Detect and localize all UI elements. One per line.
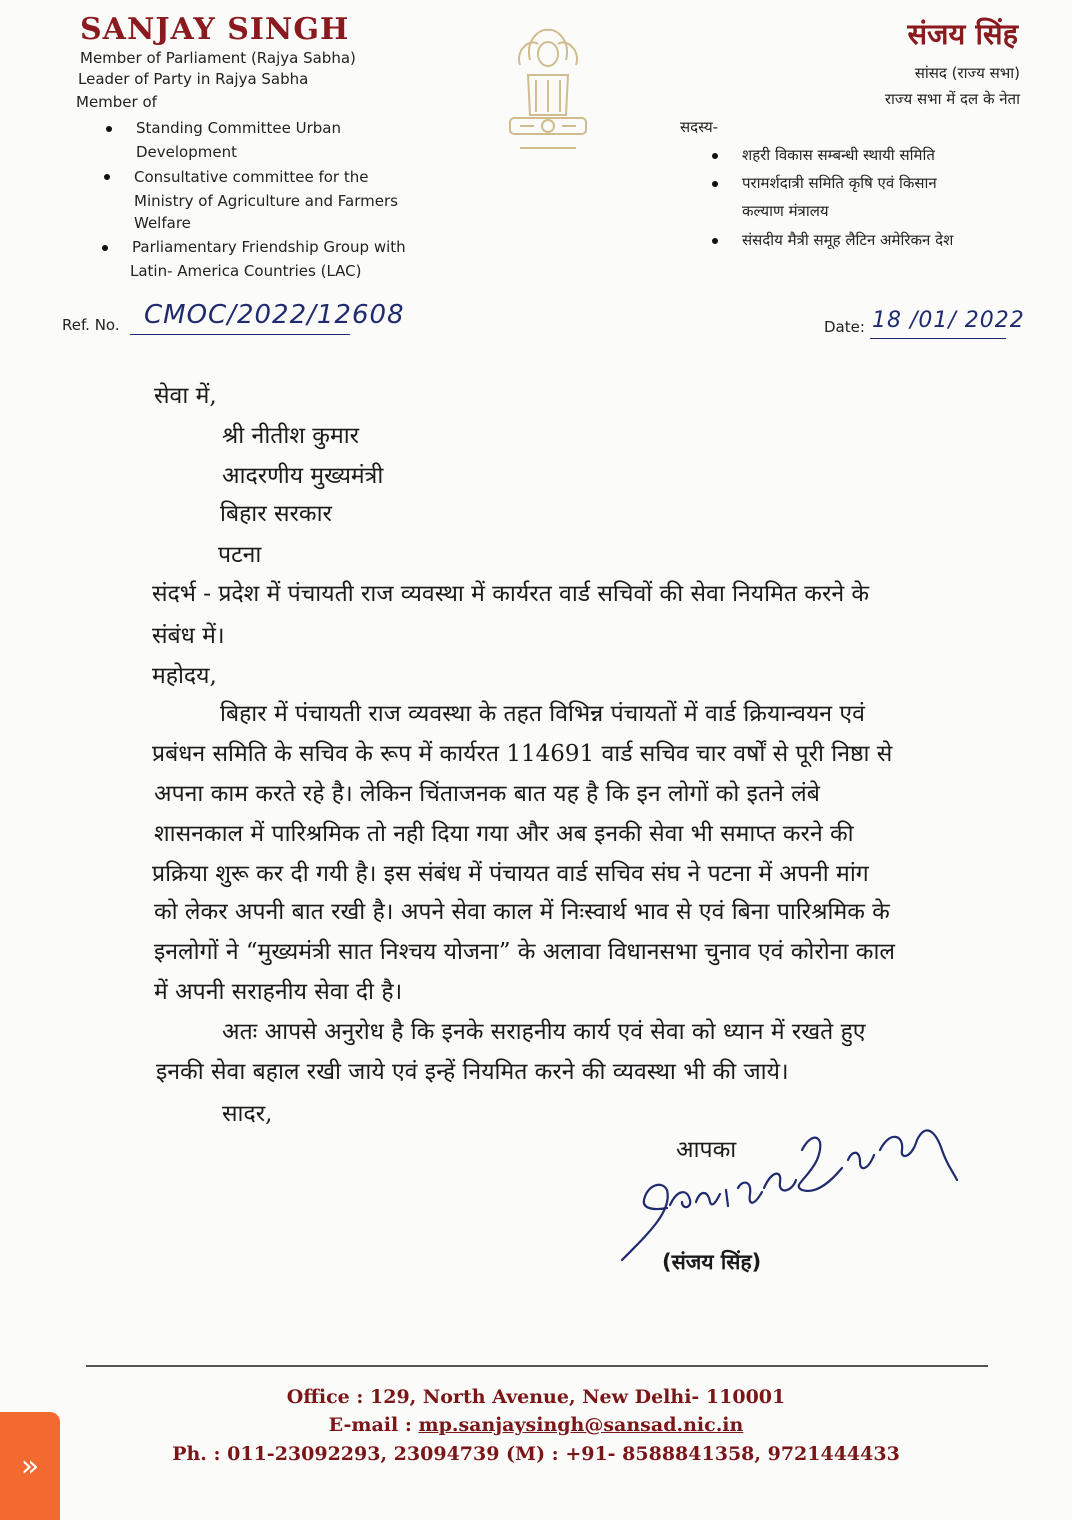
date-value: 18 /01/ 2022 (872, 308, 1025, 333)
subject-line-2: संबंध में। (152, 623, 225, 649)
salutation: महोदय, (152, 663, 217, 689)
membership-3-line-2: Latin- America Countries (LAC) (130, 262, 362, 280)
hindi-membership-2-line-2: कल्याण मंत्रालय (742, 202, 829, 220)
signatory-name: (संजय सिंह) (662, 1250, 762, 1274)
addressee-line-5: पटना (218, 542, 262, 568)
membership-2-line-2: Ministry of Agriculture and Farmers (134, 192, 398, 210)
footer-divider (86, 1365, 988, 1367)
membership-3-line-1: Parliamentary Friendship Group with (132, 238, 406, 256)
sender-title-leader-hindi: राज्य सभा में दल के नेता (884, 90, 1020, 108)
subject-line-1: संदर्भ - प्रदेश में पंचायती राज व्यवस्था में कार्यरत वार्ड सचिवों की सेवा नियमित करने के (152, 581, 870, 607)
member-of-label-hindi: सदस्य- (680, 118, 719, 136)
national-emblem-icon (500, 20, 596, 165)
addressee-line-3: आदरणीय मुख्यमंत्री (222, 463, 384, 489)
bullet (712, 181, 718, 187)
handwritten-signature (612, 1110, 972, 1270)
sender-name-english: SANJAY SINGH (80, 12, 350, 47)
sender-title-mp-hindi: सांसद (राज्य सभा) (914, 64, 1020, 82)
paragraph-1-line: इनलोगों ने “मुख्यमंत्री सात निश्चय योजना” के अलावा विधानसभा चुनाव एवं कोरोना काल (154, 939, 895, 965)
yours-faithfully: आपका (676, 1137, 737, 1163)
hindi-membership-3: संसदीय मैत्री समूह लैटिन अमेरिकन देश (742, 231, 954, 249)
addressee-line-4: बिहार सरकार (220, 501, 332, 527)
ref-number: CMOC/2022/12608 (144, 300, 405, 330)
bullet (712, 153, 718, 159)
expand-panel-button[interactable] (0, 1412, 60, 1520)
sender-title-leader: Leader of Party in Rajya Sabha (78, 70, 309, 88)
member-of-label: Member of (76, 93, 157, 111)
addressee-line-2: श्री नीतीश कुमार (222, 423, 360, 449)
membership-2-line-3: Welfare (134, 214, 191, 232)
paragraph-2-line: इनकी सेवा बहाल रखी जाये एवं इन्हें नियमित करने की व्यवस्था भी की जाये। (156, 1059, 789, 1085)
ref-underline (130, 334, 350, 335)
footer-phone: Ph. : 011-23092293, 23094739 (M) : +91- 8588841358, 9721444433 (172, 1443, 900, 1465)
addressee-line-1: सेवा में, (154, 383, 217, 409)
paragraph-1-line: प्रक्रिया शुरू कर दी गयी है। इस संबंध में पंचायत वार्ड सचिव संघ ने पटना में अपनी मांग (152, 861, 869, 887)
paragraph-1-line: को लेकर अपनी बात रखी है। अपने सेवा काल में निःस्वार्थ भाव से एवं बिना पारिश्रमिक के (154, 899, 890, 925)
membership-2-line-1: Consultative committee for the (134, 168, 369, 186)
footer-email-label: E-mail : (328, 1414, 419, 1436)
closing: सादर, (222, 1101, 273, 1127)
membership-1-line-2: Development (136, 143, 237, 161)
paragraph-1-line: प्रबंधन समिति के सचिव के रूप में कार्यरत 114691 वार्ड सचिव चार वर्षों से पूरी निष्ठा से (152, 741, 893, 767)
bullet (106, 126, 112, 132)
paragraph-1-line: बिहार में पंचायती राज व्यवस्था के तहत विभिन्न पंचायतों में वार्ड क्रियान्वयन एवं (220, 701, 865, 727)
sender-name-hindi: संजय सिंह (907, 17, 1018, 51)
footer-email-link[interactable]: mp.sanjaysingh@sansad.nic.in (418, 1414, 744, 1436)
date-underline (870, 338, 1006, 339)
date-label: Date: (824, 318, 865, 336)
sender-title-mp: Member of Parliament (Rajya Sabha) (80, 49, 356, 67)
hindi-membership-2-line-1: परामर्शदात्री समिति कृषि एवं किसान (742, 174, 937, 192)
membership-1-line-1: Standing Committee Urban (136, 119, 341, 137)
footer-office-address: Office : 129, North Avenue, New Delhi- 110001 (286, 1386, 786, 1408)
ref-label: Ref. No. (62, 316, 120, 334)
paragraph-2-line: अतः आपसे अनुरोध है कि इनके सराहनीय कार्य एवं सेवा को ध्यान में रखते हुए (222, 1019, 866, 1045)
bullet (712, 238, 718, 244)
double-chevron-right-icon: » (20, 1448, 40, 1484)
paragraph-1-line: में अपनी सराहनीय सेवा दी है। (154, 979, 403, 1005)
paragraph-1-line: अपना काम करते रहे है। लेकिन चिंताजनक बात यह है कि इन लोगों को इतने लंबे (154, 781, 820, 807)
bullet (104, 174, 110, 180)
footer-email (0, 1414, 1072, 1436)
hindi-membership-1: शहरी विकास सम्बन्धी स्थायी समिति (742, 146, 935, 164)
paragraph-1-line: शासनकाल में पारिश्रमिक तो नही दिया गया और अब इनकी सेवा भी समाप्त करने की (154, 821, 854, 847)
bullet (102, 245, 108, 251)
